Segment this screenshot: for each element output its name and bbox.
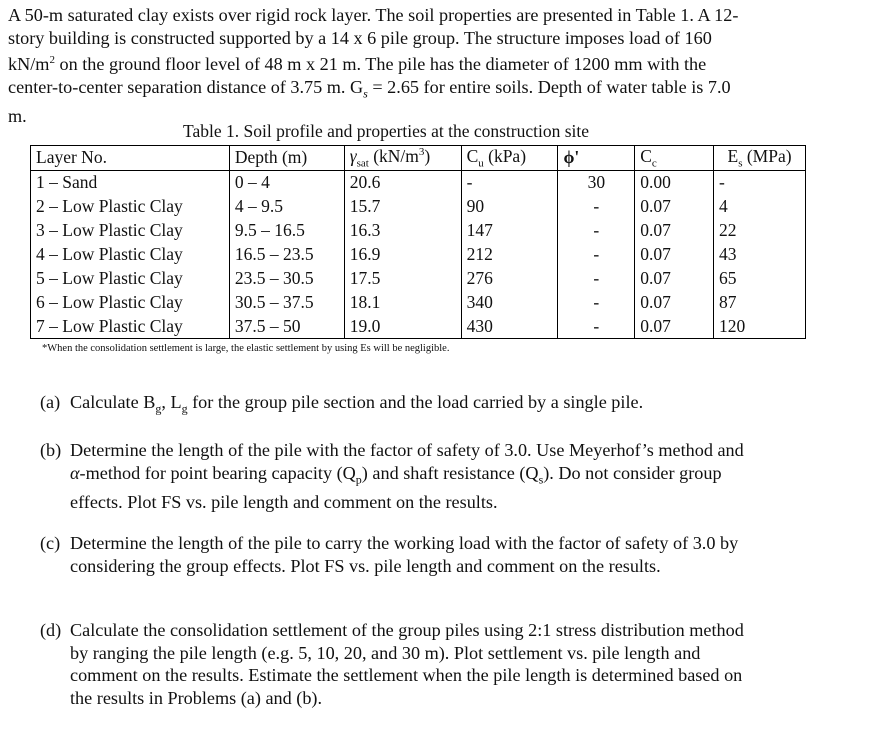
cell-es: 4 [714,195,806,219]
cell-cu: 90 [461,195,558,219]
table-row [31,219,806,243]
cell-depth: 23.5 – 30.5 [229,266,344,290]
header-phi: ϕ' [558,146,635,171]
question-d [40,619,830,709]
cell-phi: - [558,266,635,290]
question-a [40,391,830,420]
cell-gamma: 20.6 [344,170,461,194]
cell-phi: - [558,314,635,338]
cell-layer: 7 – Low Plastic Clay [31,314,230,338]
cell-phi: - [558,195,635,219]
cell-depth: 37.5 – 50 [229,314,344,338]
cell-gamma: 15.7 [344,195,461,219]
question-c [40,532,830,577]
cell-depth: 16.5 – 23.5 [229,243,344,267]
cell-depth: 9.5 – 16.5 [229,219,344,243]
cell-cu: 340 [461,290,558,314]
question-d-label: (d) [40,620,62,640]
cell-cc: 0.07 [635,219,714,243]
header-depth: Depth (m) [229,146,344,171]
intro-line-4: center-to-center separation distance of 3.75 m. $G_s = 2.65$ for entire soils. Depth of water table is 7.0 [8,76,731,101]
cell-phi: - [558,243,635,267]
table-row [31,314,806,338]
cell-es: 65 [714,266,806,290]
cell-es: 43 [714,243,806,267]
question-b-text: Determine the length of the pile with the factor of safety of 3.0. Use Meyerhof’s method and α-method for point bearing capacity $(Q_p)$ and shaft resistance $(Q_s)$. Do not consider group effects. Plot FS vs. pile length and comment on the results. [70,440,744,512]
table-footnote: *When the consolidation settlement is large, the elastic settlement by using Es will be negligible. [42,343,450,354]
cell-cu: 276 [461,266,558,290]
cell-cc: 0.07 [635,195,714,219]
cell-cc: 0.07 [635,243,714,267]
cell-cc: 0.07 [635,314,714,338]
cell-es: - [714,170,806,194]
intro-line-5: m. [8,106,27,127]
cell-gamma: 18.1 [344,290,461,314]
cell-phi: - [558,290,635,314]
cell-layer: 3 – Low Plastic Clay [31,219,230,243]
cell-gamma: 19.0 [344,314,461,338]
cell-es: 22 [714,219,806,243]
cell-cu: 147 [461,219,558,243]
cell-depth: 4 – 9.5 [229,195,344,219]
cell-depth: 0 – 4 [229,170,344,194]
cell-layer: 5 – Low Plastic Clay [31,266,230,290]
cell-es: 120 [714,314,806,338]
table-row [31,170,806,194]
header-cu: $C_u$ (kPa) [461,146,558,171]
cell-cu: - [461,170,558,194]
cell-cu: 430 [461,314,558,338]
cell-layer: 6 – Low Plastic Clay [31,290,230,314]
problem-intro [8,4,868,128]
intro-line-2: story building is constructed supported by a 14 x 6 pile group. The structure imposes load of 160 [8,27,712,48]
question-c-label: (c) [40,533,61,553]
cell-layer: 4 – Low Plastic Clay [31,243,230,267]
cell-cu: 212 [461,243,558,267]
question-b-label: (b) [40,440,62,460]
soil-properties-table [30,145,806,339]
cell-gamma: 16.9 [344,243,461,267]
cell-depth: 30.5 – 37.5 [229,290,344,314]
cell-layer: 2 – Low Plastic Clay [31,195,230,219]
header-layer: Layer No. [31,146,230,171]
question-a-label: (a) [40,392,61,412]
cell-cc: 0.07 [635,290,714,314]
cell-layer: 1 – Sand [31,170,230,194]
header-gamma-sat: $\gamma_{sat}$ $(kN/m^3)$ [344,146,461,171]
question-d-text: Calculate the consolidation settlement of the group piles using 2:1 stress distribution method by ranging the pile length (e.g. 5, 10, 20, and 30 m). Plot settlement vs. pile length and comment on the results. Estimate the settlement when the pile length is determined based on the results in Problems (a) and (b). [70,620,744,708]
header-es: $E_s$ (MPa) [714,146,806,171]
cell-gamma: 17.5 [344,266,461,290]
table-row [31,290,806,314]
table-header-row [31,146,806,171]
cell-gamma: 16.3 [344,219,461,243]
cell-phi: - [558,219,635,243]
question-c-text: Determine the length of the pile to carry the working load with the factor of safety of 3.0 by considering the group effects. Plot FS vs. pile length and comment on the results. [70,533,739,576]
table-caption: Table 1. Soil profile and properties at the construction site [183,121,590,141]
question-a-text: Calculate $B_g$, $L_g$ for the group pile section and the load carried by a single pile. [70,392,644,416]
table-row [31,266,806,290]
header-cc: $C_c$ [635,146,714,171]
question-b [40,439,830,513]
cell-cc: 0.07 [635,266,714,290]
table-row [31,195,806,219]
table-row [31,243,806,267]
intro-line-3: $kN/m^2$ on the ground floor level of 48 m x 21 m. The pile has the diameter of 1200 mm with the [8,54,707,75]
intro-line-1: A 50-m saturated clay exists over rigid rock layer. The soil properties are presented in Table 1. A 12- [8,5,739,25]
cell-es: 87 [714,290,806,314]
cell-cc: 0.00 [635,170,714,194]
cell-phi: 30 [558,170,635,194]
